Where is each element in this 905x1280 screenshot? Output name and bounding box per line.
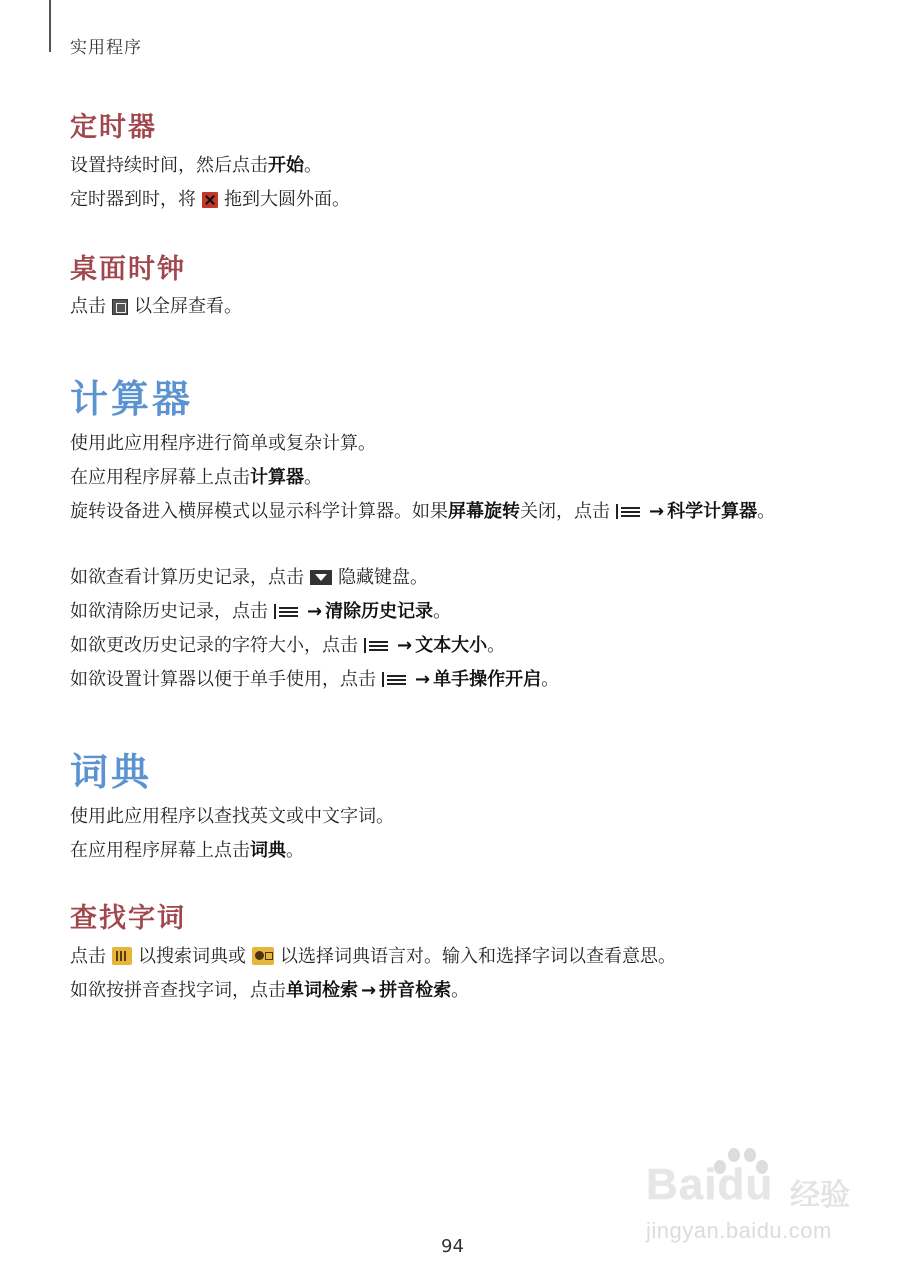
arrow: → bbox=[361, 980, 377, 1001]
calculator-p6 bbox=[70, 629, 840, 662]
watermark-logo: Baidu bbox=[646, 1160, 774, 1209]
arrow: → bbox=[397, 635, 413, 656]
text: 以选择词典语言对。输入和选择字词以查看意思。 bbox=[280, 946, 676, 967]
text: 。 bbox=[451, 980, 470, 1001]
arrow: → bbox=[415, 669, 431, 690]
desk-clock-heading: 桌面时钟 bbox=[70, 254, 186, 285]
timer-heading: 定时器 bbox=[70, 112, 157, 143]
screen-rotation-label: 屏幕旋转 bbox=[448, 501, 520, 522]
arrow: → bbox=[649, 501, 665, 522]
menu-icon bbox=[274, 604, 298, 619]
dictionary-label: 词典 bbox=[250, 840, 286, 861]
hide-keyboard-icon bbox=[310, 570, 332, 585]
text: 旋转设备进入横屏模式以显示科学计算器。如果 bbox=[70, 501, 448, 522]
text: 以全屏查看。 bbox=[134, 296, 242, 317]
language-pair-icon bbox=[252, 947, 274, 965]
text: 。 bbox=[541, 669, 560, 690]
menu-icon bbox=[616, 504, 640, 519]
text: 。 bbox=[487, 635, 506, 656]
arrow: → bbox=[307, 601, 323, 622]
find-words-p1 bbox=[70, 940, 840, 973]
one-hand-label: 单手操作开启 bbox=[433, 669, 542, 690]
dictionary-p1: 使用此应用程序以查找英文或中文字词。 bbox=[70, 806, 394, 827]
dictionary-search-icon bbox=[112, 947, 132, 965]
calculator-heading: 计算器 bbox=[70, 377, 194, 421]
pinyin-search-label: 拼音检索 bbox=[379, 980, 452, 1001]
page-number: 94 bbox=[441, 1236, 464, 1257]
text-size-label: 文本大小 bbox=[415, 635, 488, 656]
text: 设置持续时间，然后点击 bbox=[70, 155, 268, 176]
find-words-p2 bbox=[70, 974, 840, 1007]
text: 点击 bbox=[70, 296, 106, 317]
word-search-label: 单词检索 bbox=[286, 980, 358, 1001]
baidu-watermark bbox=[640, 1140, 870, 1250]
text: 如欲清除历史记录，点击 bbox=[70, 601, 268, 622]
text: 以搜索词典或 bbox=[138, 946, 246, 967]
clear-history-label: 清除历史记录 bbox=[325, 601, 434, 622]
dictionary-p2 bbox=[70, 834, 840, 867]
text: 定时器到时，将 bbox=[70, 189, 196, 210]
text: 。 bbox=[304, 467, 322, 488]
calculator-p2 bbox=[70, 461, 840, 494]
menu-icon bbox=[364, 638, 388, 653]
text: 。 bbox=[757, 501, 776, 522]
watermark-url: jingyan.baidu.com bbox=[646, 1218, 832, 1243]
text: 在应用程序屏幕上点击 bbox=[70, 840, 250, 861]
calculator-p7 bbox=[70, 663, 840, 696]
calculator-p5 bbox=[70, 595, 840, 628]
text: 。 bbox=[286, 840, 304, 861]
calculator-p4 bbox=[70, 561, 840, 594]
text: 如欲查看计算历史记录，点击 bbox=[70, 567, 304, 588]
calculator-p3 bbox=[70, 495, 840, 528]
calculator-p1: 使用此应用程序进行简单或复杂计算。 bbox=[70, 433, 376, 454]
watermark-cn: 经验 bbox=[790, 1178, 850, 1213]
calculator-label: 计算器 bbox=[250, 467, 304, 488]
fullscreen-icon bbox=[112, 299, 128, 315]
find-words-heading: 查找字词 bbox=[70, 903, 186, 934]
text: 如欲更改历史记录的字符大小，点击 bbox=[70, 635, 358, 656]
text: 如欲设置计算器以便于单手使用，点击 bbox=[70, 669, 376, 690]
text: 拖到大圆外面。 bbox=[224, 189, 350, 210]
text: 隐藏键盘。 bbox=[338, 567, 428, 588]
timer-line-2 bbox=[70, 183, 840, 216]
close-x-icon bbox=[202, 192, 218, 208]
scientific-calculator-label: 科学计算器 bbox=[667, 501, 758, 522]
start-label: 开始 bbox=[268, 155, 304, 176]
text: 如欲按拼音查找字词，点击 bbox=[70, 980, 286, 1001]
timer-line-1 bbox=[70, 149, 840, 182]
header-rule bbox=[49, 0, 51, 52]
desk-clock-line-1 bbox=[70, 290, 840, 323]
text: 在应用程序屏幕上点击 bbox=[70, 467, 250, 488]
text: 关闭，点击 bbox=[520, 501, 610, 522]
dictionary-heading: 词典 bbox=[70, 750, 153, 794]
text: 。 bbox=[304, 155, 322, 176]
menu-icon bbox=[382, 672, 406, 687]
text: 点击 bbox=[70, 946, 106, 967]
header-title: 实用程序 bbox=[70, 38, 142, 58]
text: 。 bbox=[433, 601, 452, 622]
